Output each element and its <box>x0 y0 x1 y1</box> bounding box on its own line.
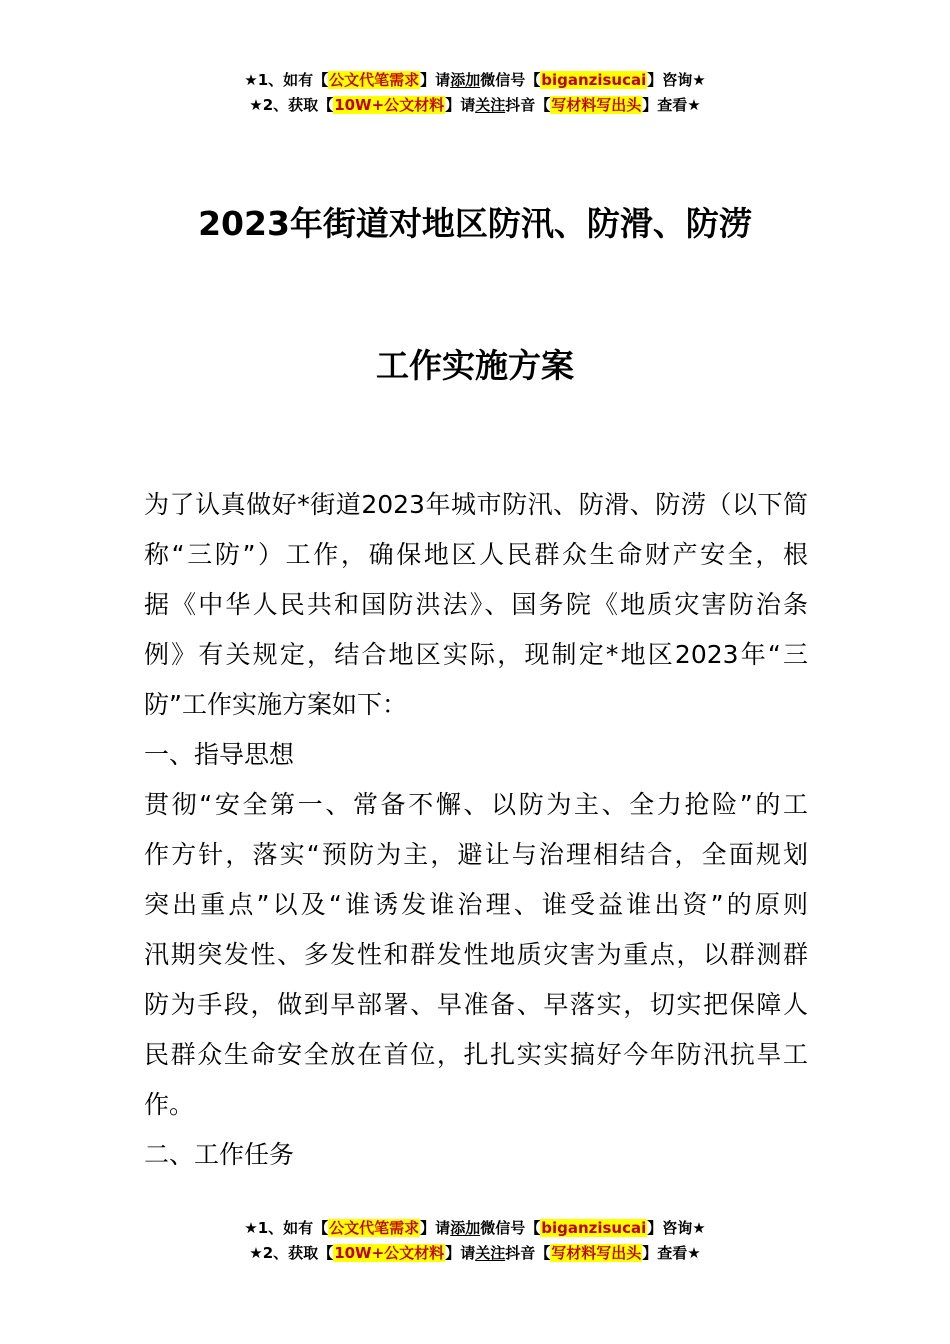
banner-highlight-materials: 10W+公文材料 <box>334 1244 445 1262</box>
body-line: 民群众生命安全放在首位，扎扎实实搞好今年防汛抗旱工 <box>144 1040 808 1069</box>
body-line: 防为手段，做到早部署、早准备、早落实，切实把保障人 <box>144 990 808 1019</box>
banner-underlined-text: 关注 <box>475 96 506 114</box>
banner-text: 】咨询★ <box>647 71 706 89</box>
banner-text: 微信号【 <box>480 1219 541 1237</box>
banner-text: ★1、如有【 <box>244 1219 329 1237</box>
banner-highlight-service: 公文代笔需求 <box>329 1219 420 1237</box>
body-line: 作方针，落实“预防为主，避让与治理相结合，全面规划 <box>144 840 808 869</box>
banner-text: 】请 <box>445 96 476 114</box>
header-banner <box>0 68 950 118</box>
banner-text: 微信号【 <box>480 71 541 89</box>
banner-highlight-wechat-id: biganzisucai <box>541 71 647 89</box>
banner-underlined-text: 添加 <box>450 71 481 89</box>
section-heading-work-tasks: 二、工作任务 <box>144 1140 295 1169</box>
banner-highlight-materials: 10W+公文材料 <box>334 96 445 114</box>
document-title-line-2: 工作实施方案 <box>376 346 574 385</box>
banner-underlined-text: 添加 <box>450 1219 481 1237</box>
body-line: 据《中华人民共和国防洪法》、国务院《地质灾害防治条 <box>144 590 808 619</box>
body-line: 作。 <box>144 1090 195 1119</box>
body-line: 防”工作实施方案如下： <box>144 690 407 719</box>
banner-underlined-text: 关注 <box>475 1244 506 1262</box>
banner-text: 】请 <box>420 71 451 89</box>
banner-text: 】查看★ <box>642 1244 701 1262</box>
body-line: 称“三防”）工作，确保地区人民群众生命财产安全，根 <box>144 540 808 569</box>
banner-text: 】请 <box>445 1244 476 1262</box>
banner-line-2 <box>0 1241 950 1266</box>
banner-highlight-service: 公文代笔需求 <box>329 71 420 89</box>
section-heading-guiding-ideology: 一、指导思想 <box>144 740 295 769</box>
banner-highlight-douyin: 写材料写出头 <box>551 1244 642 1262</box>
banner-line-1 <box>0 68 950 93</box>
banner-text: ★2、获取【 <box>249 1244 334 1262</box>
banner-highlight-wechat-id: biganzisucai <box>541 1219 647 1237</box>
banner-text: 抖音【 <box>505 96 551 114</box>
document-body <box>144 480 808 1180</box>
banner-line-1 <box>0 1216 950 1241</box>
banner-text: 】咨询★ <box>647 1219 706 1237</box>
banner-text: 】请 <box>420 1219 451 1237</box>
body-line: 汛期突发性、多发性和群发性地质灾害为重点，以群测群 <box>144 940 808 969</box>
body-line: 为了认真做好*街道2023年城市防汛、防滑、防涝（以下简 <box>144 490 808 519</box>
banner-text: ★2、获取【 <box>249 96 334 114</box>
document-title-line-1: 2023年街道对地区防汛、防滑、防涝 <box>198 204 752 243</box>
footer-banner <box>0 1216 950 1266</box>
banner-text: ★1、如有【 <box>244 71 329 89</box>
body-line: 贯彻“安全第一、常备不懈、以防为主、全力抢险”的工 <box>144 790 808 819</box>
banner-text: 】查看★ <box>642 96 701 114</box>
banner-text: 抖音【 <box>505 1244 551 1262</box>
banner-highlight-douyin: 写材料写出头 <box>551 96 642 114</box>
body-line: 突出重点”以及“谁诱发谁治理、谁受益谁出资”的原则 <box>144 890 808 919</box>
banner-line-2 <box>0 93 950 118</box>
body-line: 例》有关规定，结合地区实际，现制定*地区2023年“三 <box>144 640 808 669</box>
